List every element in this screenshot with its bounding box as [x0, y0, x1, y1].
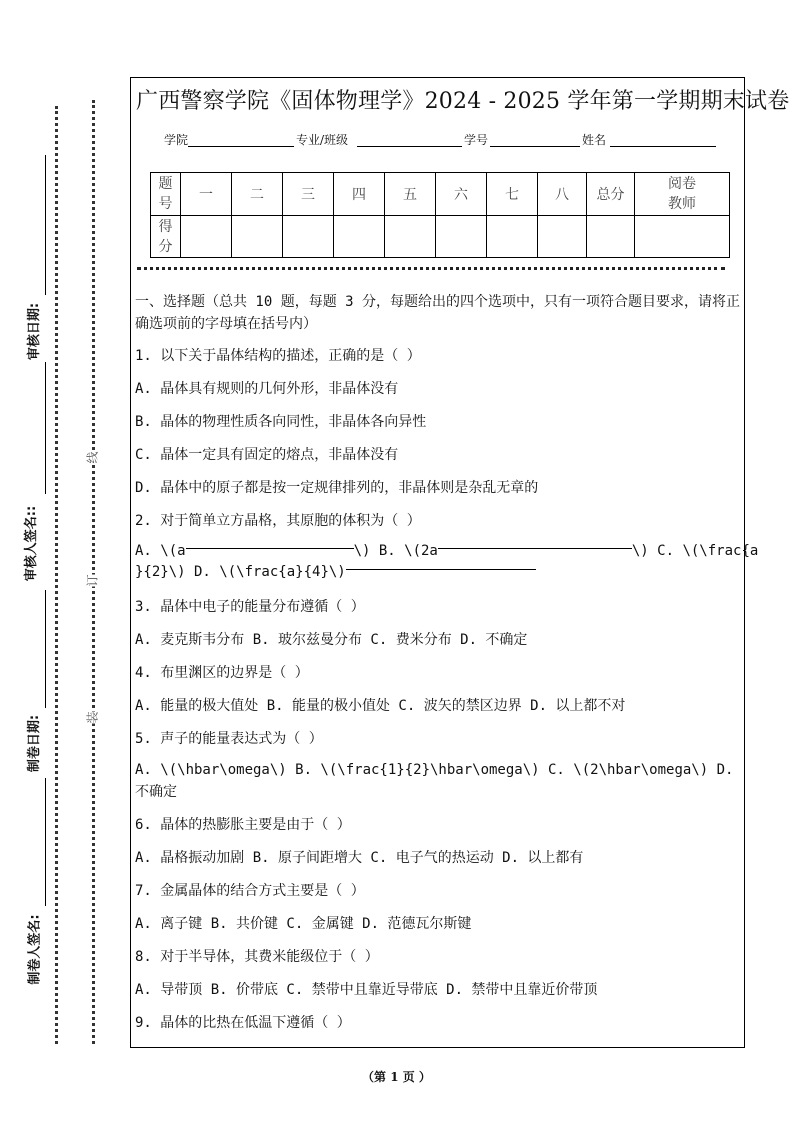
question-1-option-a: A. 晶体具有规则的几何外形，非晶体没有	[135, 381, 399, 397]
binding-dotted-line-inner	[92, 100, 95, 1044]
question-2-option-d: }{4}\)	[295, 564, 346, 580]
exam-maker-signature-label: 制卷人签名:	[27, 914, 43, 985]
question-8-stem: 8. 对于半导体，其费米能级位于（ ）	[135, 949, 379, 965]
question-2-option-a: A. \(a	[135, 543, 186, 559]
row-header-question-number	[151, 173, 181, 216]
dotted-separator	[137, 267, 725, 270]
signature-line	[45, 590, 46, 708]
binding-char-bind: 装	[82, 711, 103, 723]
student-id-field[interactable]	[490, 146, 580, 147]
question-3-stem: 3. 晶体中电子的能量分布遵循（ ）	[135, 599, 365, 615]
score-cell[interactable]	[232, 216, 283, 258]
score-cell[interactable]	[538, 216, 587, 258]
binding-char-line: 线	[82, 451, 103, 463]
header-char: 题	[158, 176, 173, 192]
question-1-option-c: C. 晶体一定具有固定的熔点，非晶体没有	[135, 447, 399, 463]
score-cell-reviewer[interactable]	[635, 216, 730, 258]
question-7-options: A. 离子键 B. 共价键 C. 金属键 D. 范德瓦尔斯键	[135, 916, 472, 932]
row-header-score	[151, 216, 181, 258]
review-date-label: 审核日期:	[27, 302, 43, 361]
formula-blank	[186, 548, 354, 549]
section-heading: 一、选择题（总共 10 题，每题 3 分，每题给出的四个选项中，只有一项符合题目要求，请将正确选项前的字母填在括号内）	[135, 294, 740, 332]
question-2-options-line2	[135, 564, 536, 580]
question-6-options: A. 晶格振动加剧 B. 原子间距增大 C. 电子气的热运动 D. 以上都有	[135, 850, 584, 866]
question-8-options: A. 导带顶 B. 价带底 C. 禁带中且靠近导带底 D. 禁带中且靠近价带顶	[135, 982, 598, 998]
exam-title: 广西警察学院《固体物理学》2024 - 2025 学年第一学期期末试卷	[136, 89, 790, 114]
question-5-stem: 5. 声子的能量表达式为（ ）	[135, 731, 323, 747]
score-cell-total[interactable]	[587, 216, 635, 258]
col-header: 七	[487, 173, 538, 216]
major-class-label: 专业/班级	[296, 133, 349, 147]
reviewer-signature-label: 审核人签名::	[24, 505, 40, 582]
question-2-option-b: \) B. \(2a	[353, 543, 438, 559]
question-2-stem: 2. 对于简单立方晶格，其原胞的体积为（ ）	[135, 513, 421, 529]
score-cell[interactable]	[283, 216, 334, 258]
question-3-options: A. 麦克斯韦分布 B. 玻尔兹曼分布 C. 费米分布 D. 不确定	[135, 632, 528, 648]
score-cell[interactable]	[181, 216, 232, 258]
col-header-reviewer	[635, 173, 730, 216]
student-id-label: 学号	[464, 133, 489, 147]
signature-line	[45, 778, 46, 906]
header-char: 分	[158, 238, 173, 255]
col-header: 五	[385, 173, 436, 216]
header-char: 得	[158, 218, 173, 235]
score-table	[150, 172, 730, 258]
col-header-total: 总分	[587, 173, 635, 216]
score-row	[151, 216, 730, 258]
question-5-options: A. \(\hbar\omega\) B. \(\frac{1}{2}\hbar\omega\) C. \(2\hbar\omega\) D. 不确定	[135, 762, 734, 800]
question-4-options: A. 能量的极大值处 B. 能量的极小值处 C. 波矢的禁区边界 D. 以上都不对	[135, 698, 626, 714]
question-4-stem: 4. 布里渊区的边界是（ ）	[135, 665, 309, 681]
question-number-row	[151, 173, 730, 216]
formula-blank	[438, 548, 632, 549]
question-2-option-c: \) C. \(\frac{a	[631, 543, 759, 559]
major-class-field[interactable]	[357, 146, 462, 147]
question-1-option-b: B. 晶体的物理性质各向同性，非晶体各向异性	[135, 414, 427, 430]
question-2-option-c-tail: }{2}\) D. \(\frac{a	[135, 564, 296, 580]
col-header: 一	[181, 173, 232, 216]
signature-line	[45, 155, 46, 295]
col-header: 六	[436, 173, 487, 216]
question-7-stem: 7. 金属晶体的结合方式主要是（ ）	[135, 883, 365, 899]
name-label: 姓名	[582, 133, 607, 147]
score-cell[interactable]	[436, 216, 487, 258]
college-label: 学院	[164, 133, 189, 147]
header-char: 号	[158, 196, 173, 212]
question-1-option-d: D. 晶体中的原子都是按一定规律排列的，非晶体则是杂乱无章的	[135, 480, 539, 496]
col-header: 二	[232, 173, 283, 216]
col-header: 八	[538, 173, 587, 216]
formula-blank	[346, 569, 536, 570]
binding-dotted-line-outer	[55, 106, 58, 1044]
exam-date-label: 制卷日期:	[27, 714, 43, 773]
question-6-stem: 6. 晶体的热膨胀主要是由于（ ）	[135, 817, 351, 833]
name-field[interactable]	[610, 146, 716, 147]
binding-char-staple: 订	[82, 574, 103, 586]
header-text: 教师	[668, 196, 696, 212]
question-2-options-line1	[135, 543, 758, 559]
score-cell[interactable]	[487, 216, 538, 258]
question-9-stem: 9. 晶体的比热在低温下遵循（ ）	[135, 1015, 351, 1031]
score-cell[interactable]	[385, 216, 436, 258]
col-header: 四	[334, 173, 385, 216]
header-text: 阅卷	[668, 176, 696, 192]
question-1-stem: 1. 以下关于晶体结构的描述，正确的是（ ）	[135, 348, 421, 364]
col-header: 三	[283, 173, 334, 216]
page-number: （第 1 页 ）	[362, 1070, 431, 1084]
score-cell[interactable]	[334, 216, 385, 258]
signature-line	[45, 362, 46, 494]
college-field[interactable]	[188, 146, 294, 147]
